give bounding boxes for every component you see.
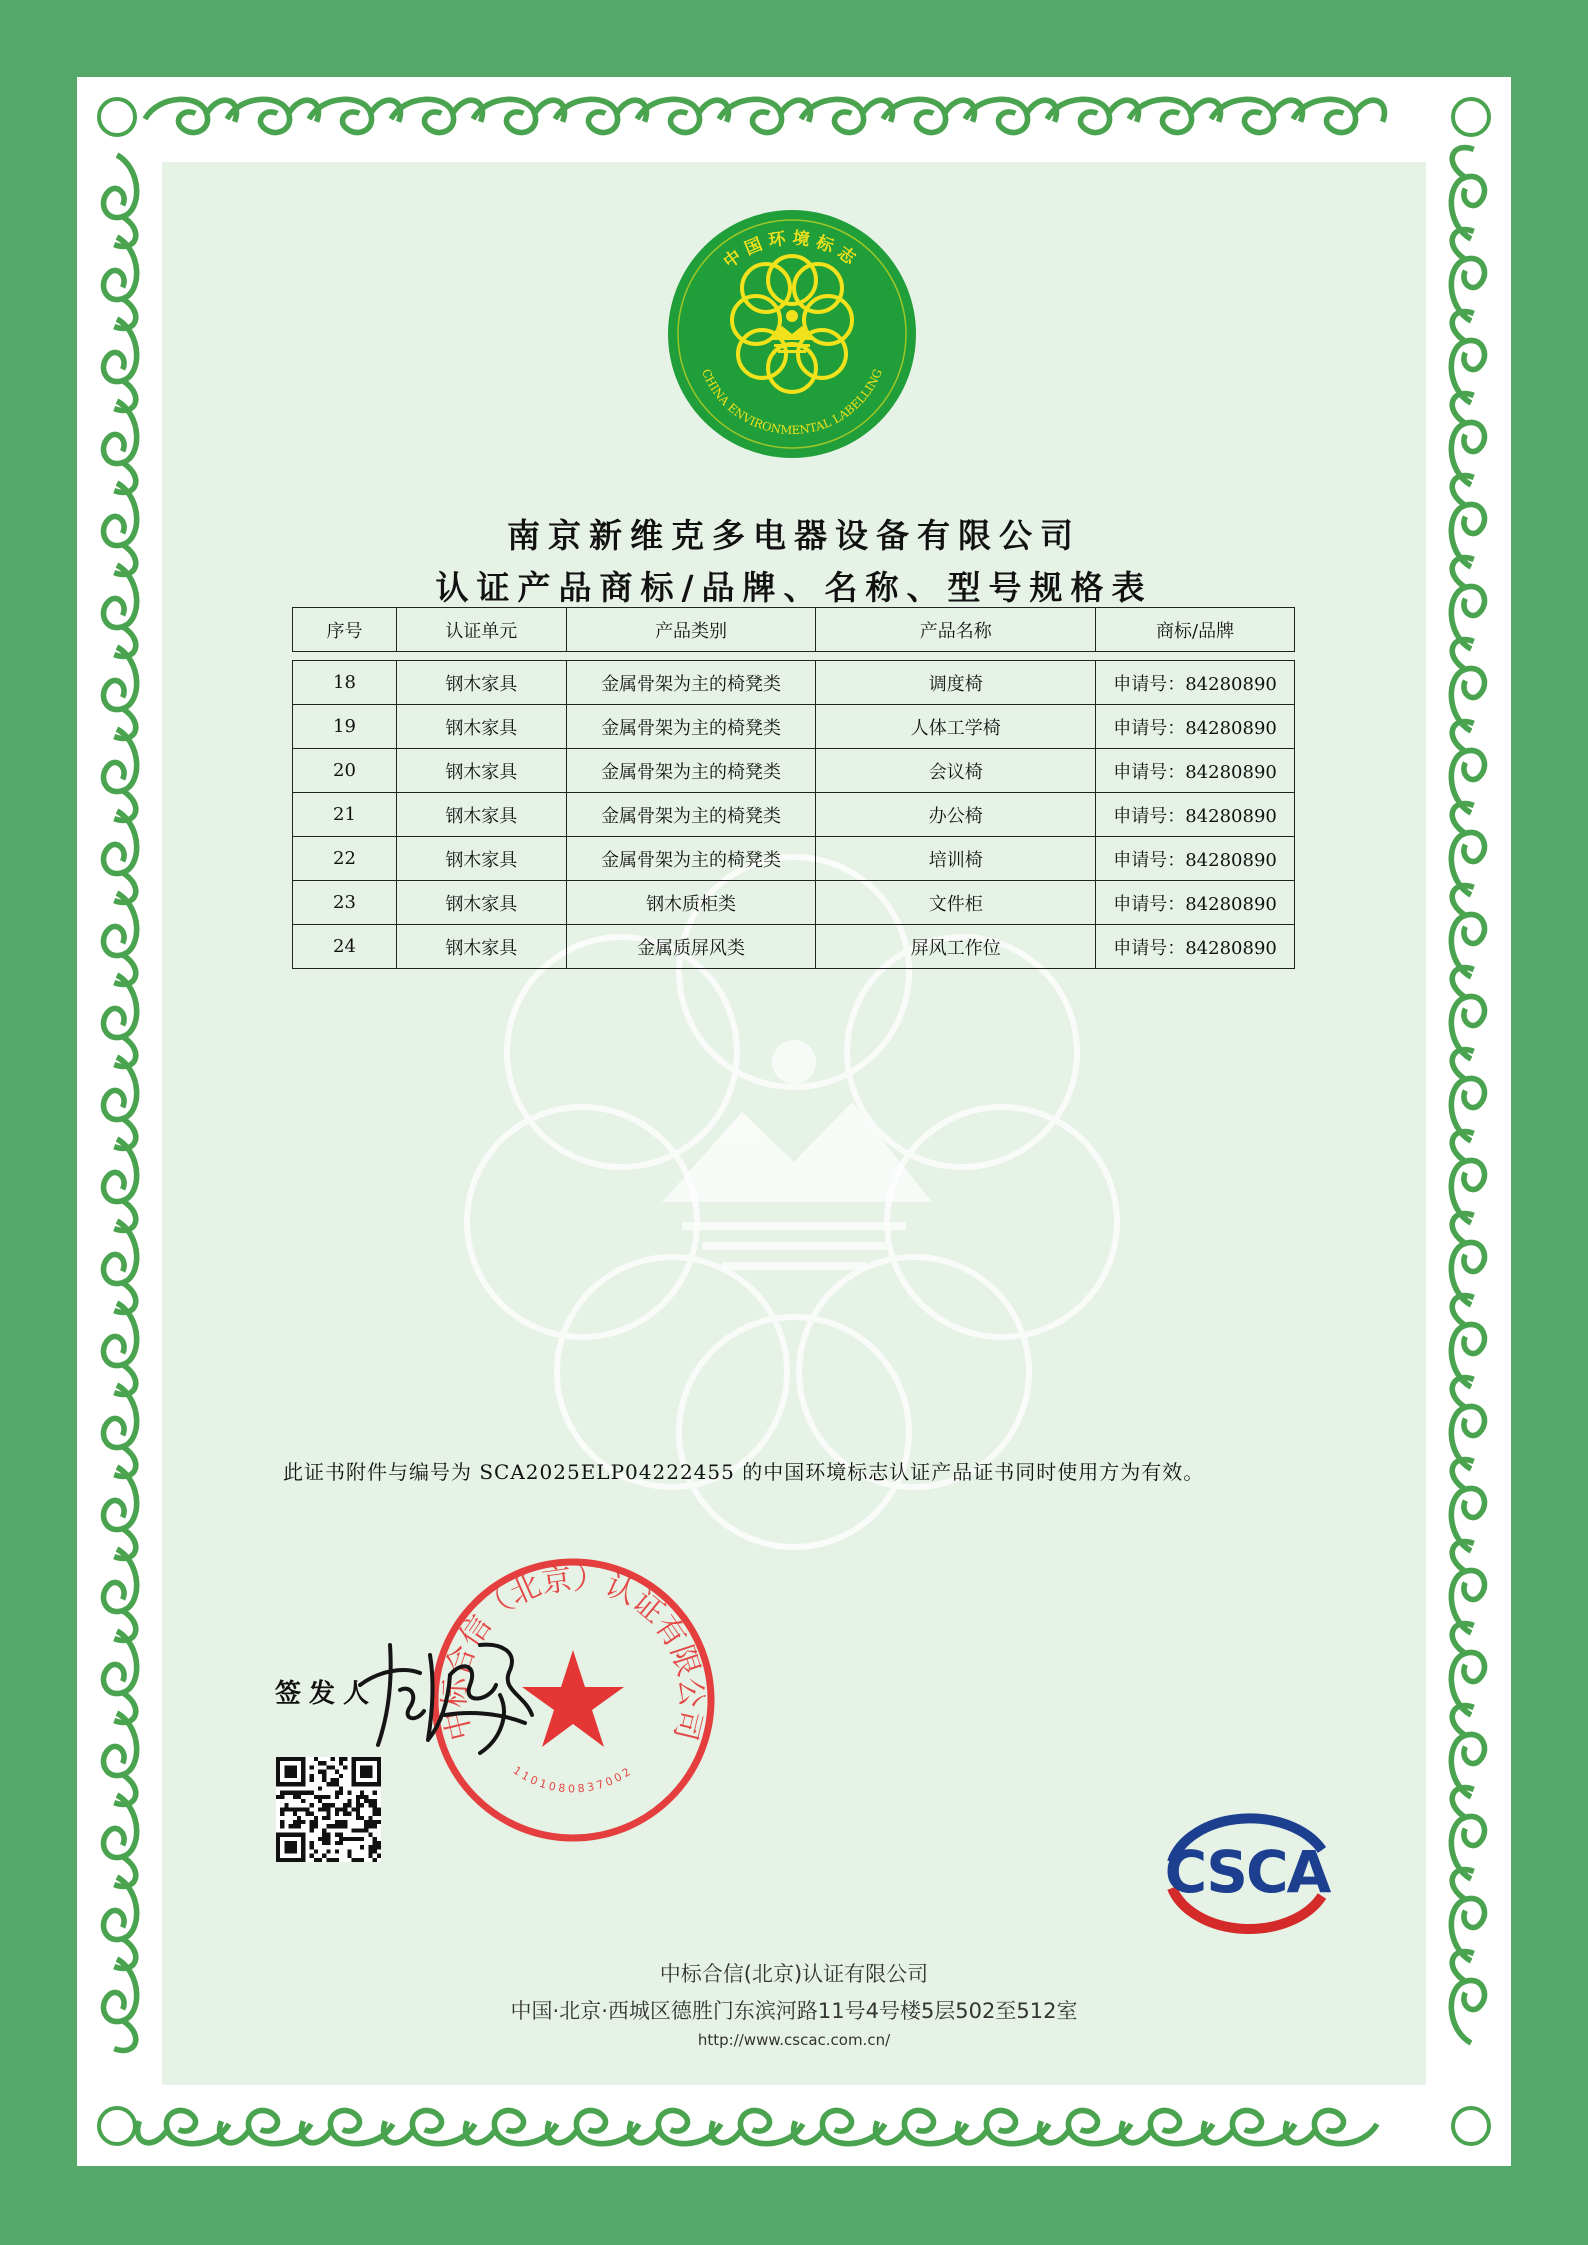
table-spacer <box>293 652 1295 661</box>
cell-brand: 申请号：84280890 <box>1096 749 1295 793</box>
signer-label: 签发人 <box>275 1679 378 1709</box>
cell-product-name: 文件柜 <box>816 881 1096 925</box>
china-environmental-labelling-icon <box>666 208 918 460</box>
cell-category: 金属骨架为主的椅凳类 <box>566 749 816 793</box>
cell-unit: 钢木家具 <box>396 705 566 749</box>
svg-text:1101080837002: 1101080837002 <box>510 1763 636 1796</box>
cell-brand: 申请号：84280890 <box>1096 793 1295 837</box>
table-header-row <box>293 608 1295 652</box>
cell-brand: 申请号：84280890 <box>1096 661 1295 705</box>
table-row <box>293 925 1295 969</box>
cell-category: 金属质屏风类 <box>566 925 816 969</box>
table-row <box>293 661 1295 705</box>
cell-index: 22 <box>293 837 397 881</box>
cell-category: 金属骨架为主的椅凳类 <box>566 705 816 749</box>
qr-code[interactable] <box>276 1757 381 1862</box>
cell-product-name: 培训椅 <box>816 837 1096 881</box>
header-brand: 商标/品牌 <box>1096 608 1295 652</box>
cell-brand: 申请号：84280890 <box>1096 705 1295 749</box>
cell-unit: 钢木家具 <box>396 793 566 837</box>
product-spec-table <box>292 607 1295 969</box>
cell-unit: 钢木家具 <box>396 881 566 925</box>
cell-product-name: 人体工学椅 <box>816 705 1096 749</box>
issuer-website[interactable]: http://www.cscac.com.cn/ <box>697 2031 891 2049</box>
cell-index: 20 <box>293 749 397 793</box>
validity-note: 此证书附件与编号为 SCA2025ELP04222455 的中国环境标志认证产品证书同时使用方为有效。 <box>283 1460 1205 1484</box>
cell-brand: 申请号：84280890 <box>1096 837 1295 881</box>
table-row <box>293 881 1295 925</box>
header-unit: 认证单元 <box>396 608 566 652</box>
header-product-name: 产品名称 <box>816 608 1096 652</box>
cell-unit: 钢木家具 <box>396 661 566 705</box>
cell-product-name: 屏风工作位 <box>816 925 1096 969</box>
cell-category: 金属骨架为主的椅凳类 <box>566 793 816 837</box>
cell-index: 24 <box>293 925 397 969</box>
handwritten-signature <box>350 1615 540 1765</box>
cell-index: 19 <box>293 705 397 749</box>
document-title: 认证产品商标/品牌、名称、型号规格表 <box>435 568 1153 607</box>
issuer-name: 中标合信(北京)认证有限公司 <box>659 1962 929 1986</box>
csca-logo <box>1152 1800 1342 1940</box>
cell-index: 23 <box>293 881 397 925</box>
table-row <box>293 705 1295 749</box>
cell-index: 18 <box>293 661 397 705</box>
cell-category: 钢木质柜类 <box>566 881 816 925</box>
svg-text:CHINA ENVIRONMENTAL LABELLING: CHINA ENVIRONMENTAL LABELLING <box>699 366 886 438</box>
cell-brand: 申请号：84280890 <box>1096 925 1295 969</box>
cell-category: 金属骨架为主的椅凳类 <box>566 837 816 881</box>
header-index: 序号 <box>293 608 397 652</box>
cell-unit: 钢木家具 <box>396 837 566 881</box>
cell-product-name: 调度椅 <box>816 661 1096 705</box>
issuer-address: 中国·北京·西城区德胜门东滨河路11号4号楼5层502至512室 <box>510 1999 1078 2023</box>
svg-text:中标合信（北京）认证有限公司: 中标合信（北京）认证有限公司 <box>437 1561 709 1744</box>
svg-text:中国环境标志: 中国环境标志 <box>720 228 864 273</box>
cell-product-name: 办公椅 <box>816 793 1096 837</box>
cell-index: 21 <box>293 793 397 837</box>
cell-product-name: 会议椅 <box>816 749 1096 793</box>
header-category: 产品类别 <box>566 608 816 652</box>
cell-brand: 申请号：84280890 <box>1096 881 1295 925</box>
company-title: 南京新维克多电器设备有限公司 <box>507 516 1081 555</box>
cell-unit: 钢木家具 <box>396 925 566 969</box>
table-row <box>293 837 1295 881</box>
cell-unit: 钢木家具 <box>396 749 566 793</box>
svg-text:CSCA: CSCA <box>1164 1838 1330 1906</box>
cell-category: 金属骨架为主的椅凳类 <box>566 661 816 705</box>
table-row <box>293 749 1295 793</box>
table-row <box>293 793 1295 837</box>
